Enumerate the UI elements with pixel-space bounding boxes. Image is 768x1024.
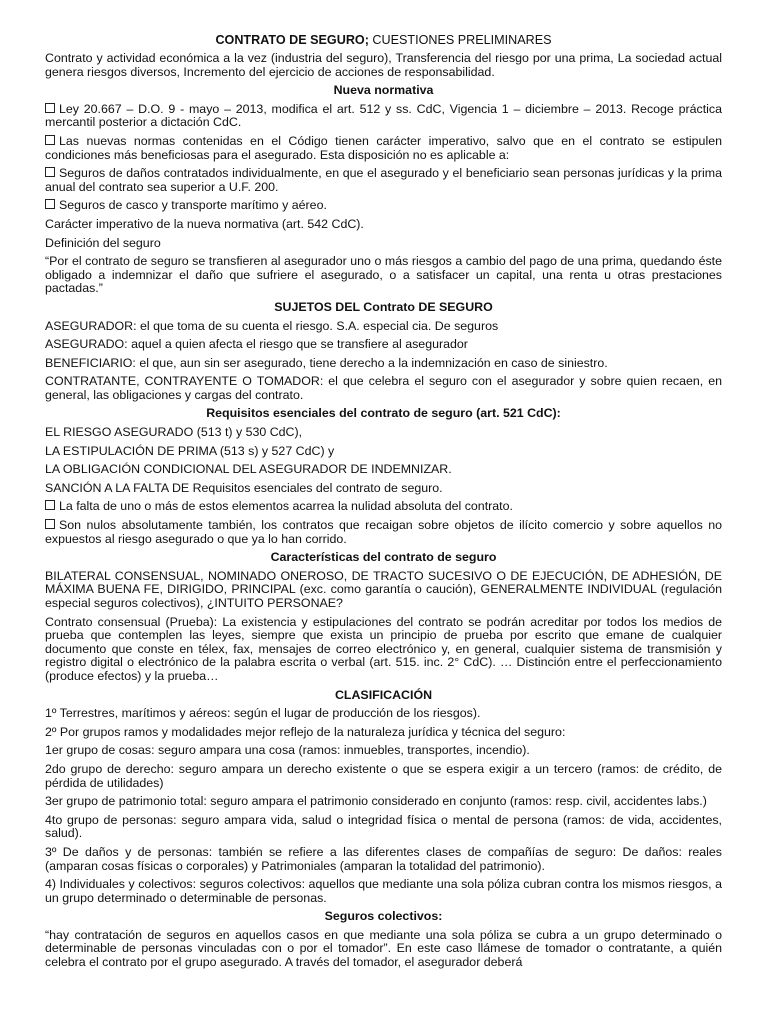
sujeto-item: ASEGURADOR: el que toma de su cuenta el riesgo. S.A. especial cia. De seguros	[45, 318, 499, 333]
clasificacion-item: 2do grupo de derecho: seguro ampara un derecho existente o que se espera exigir a un tercero (ramos: de crédito, de pérdida de utilidades)	[45, 761, 722, 790]
caracteristicas-main: BILATERAL CONSENSUAL, NOMINADO ONEROSO, DE TRACTO SUCESIVO O DE EJECUCIÓN, DE ADHESIÓN, DE MÁXIMA BUENA FE, DIRIGIDO, PRINCIPAL (exc. como garantía o caución), GENERALMENTE INDIVIDUAL (regulación especial seguros colectivos), ¿INTUITO PERSONAE?	[45, 568, 722, 610]
clasificacion-item: 1º Terrestres, marítimos y aéreos: según el lugar de producción de los riesgos).	[45, 706, 481, 721]
heading-caracteristicas: Características del contrato de seguro	[270, 550, 497, 565]
requisito-item: EL RIESGO ASEGURADO (513 t) y 530 CdC),	[45, 425, 303, 440]
clasificacion-item: 3er grupo de patrimonio total: seguro ampara el patrimonio considerado en conjunto (ramos: resp. civil, accidentes labs.)	[45, 794, 707, 809]
checkbox-item	[45, 167, 722, 194]
checkbox-item	[45, 500, 722, 514]
checkbox-icon	[45, 167, 55, 177]
heading-colectivos: Seguros colectivos:	[324, 909, 443, 924]
requisito-item: LA ESTIPULACIÓN DE PRIMA (513 s) y 527 CdC) y	[45, 443, 335, 458]
clasificacion-item: 3º De daños y de personas: también se refiere a las diferentes clases de compañías de seguro: De daños: reales (amparan cosas físicas o corporales) y Patrimoniales (amparan la totalidad del patrimonio).	[45, 844, 722, 873]
clasificacion-item: 4) Individuales y colectivos: seguros colectivos: aquellos que mediante una sola póliza cubran contra los mismos riesgos, a un grupo determinado o determinable de personas.	[45, 877, 722, 905]
heading-nueva-normativa: Nueva normativa	[333, 83, 434, 98]
item-text: Seguros de casco y transporte marítimo y aéreo.	[59, 198, 327, 213]
checkbox-icon	[45, 103, 55, 113]
item-text: Son nulos absolutamente también, los contratos que recaigan sobre objetos de ilícito comercio y sobre aquellos no expuestos al riesgo asegurado o que ya lo han corrido.	[45, 518, 722, 546]
intro-paragraph: Contrato y actividad económica a la vez (industria del seguro), Transferencia del riesgo por una prima, La sociedad actual genera riesgos diversos, Incremento del ejercicio de acciones de responsabilidad.	[45, 51, 722, 79]
colectivos-text: “hay contratación de seguros en aquellos casos en que mediante una sola póliza se cubra a un grupo determinado o determinable de personas vinculadas con o por el tomador”. En este caso llámese de tomador o contratante, a quién celebra el contrato por el grupo asegurado. A través del tomador, el asegurador deberá	[45, 927, 722, 970]
heading-requisitos: Requisitos esenciales del contrato de seguro (art. 521 CdC):	[206, 406, 561, 421]
checkbox-icon	[45, 135, 55, 145]
requisito-item: SANCIÓN A LA FALTA DE Requisitos esenciales del contrato de seguro.	[45, 480, 443, 495]
clasificacion-item: 1er grupo de cosas: seguro ampara una cosa (ramos: inmuebles, transportes, incendio).	[45, 743, 530, 758]
checkbox-icon	[45, 500, 55, 510]
checkbox-icon	[45, 519, 55, 529]
checkbox-item	[45, 103, 722, 130]
clasificacion-item: 2º Por grupos ramos y modalidades mejor reflejo de la naturaleza jurídica y técnica del seguro:	[45, 724, 566, 739]
item-text: Ley 20.667 – D.O. 9 - mayo – 2013, modifica el art. 512 y ss. CdC, Vigencia 1 – diciembre – 2013. Recoge práctica mercantil posterior a dictación CdC.	[45, 101, 722, 130]
checkbox-icon	[45, 199, 55, 209]
heading-clasificacion: CLASIFICACIÓN	[334, 687, 433, 702]
sujeto-item: BENEFICIARIO: el que, aun sin ser asegurado, tiene derecho a la indemnización en caso de siniestro.	[45, 355, 608, 370]
item-text: Seguros de daños contratados individualmente, en que el asegurado y el beneficiario sean personas jurídicas y la prima anual del contrato sea superior a U.F. 200.	[45, 166, 722, 194]
sujeto-item: CONTRATANTE, CONTRAYENTE O TOMADOR: el que celebra el seguro con el asegurador y sobre quien recaen, en general, las obligaciones y cargas del contrato.	[45, 374, 722, 402]
item-text: Las nuevas normas contenidas en el Código tienen carácter imperativo, salvo que en el contrato se estipulen condiciones más beneficiosas para el asegurado. Esta disposición no es aplicable a:	[45, 133, 722, 162]
checkbox-item	[45, 519, 722, 546]
document-title	[45, 33, 722, 47]
checkbox-item	[45, 199, 722, 213]
clasificacion-item: 4to grupo de personas: seguro ampara vida, salud o integridad física o mental de persona (ramos: de vida, accidentes, salud).	[45, 812, 722, 841]
title-normal: CUESTIONES PRELIMINARES	[368, 33, 552, 47]
caracteristicas-consensual: Contrato consensual (Prueba): La existencia y estipulaciones del contrato se podrán acreditar por todos los medios de prueba que contemplen las leyes, siempre que exista un principio de prueba por escrito que emane de cualquier documento que conste en télex, fax, mensajes de correo electrónico y, en general, cualquier sistema de transmisión y registro digital o electrónico de la palabra escrita o verbal (art. 515. inc. 2° CdC). … Distinción entre el perfeccionamiento (produce efectos) y la prueba…	[45, 614, 722, 683]
heading-sujetos: SUJETOS DEL Contrato DE SEGURO	[274, 299, 493, 314]
definicion-label: Definición del seguro	[45, 235, 161, 250]
definicion-text: “Por el contrato de seguro se transfieren al asegurador uno o más riesgos a cambio del pago de una prima, quedando éste obligado a indemnizar el daño que sufriere el asegurado, o a satisfacer un capital, una renta u otras prestaciones pactadas.”	[45, 254, 722, 296]
title-bold: CONTRATO DE SEGURO;	[215, 33, 369, 47]
item-text: La falta de uno o más de estos elementos acarrea la nulidad absoluta del contrato.	[59, 499, 513, 514]
requisito-item: LA OBLIGACIÓN CONDICIONAL DEL ASEGURADOR DE INDEMNIZAR.	[45, 462, 452, 477]
sujeto-item: ASEGURADO: aquel a quien afecta el riesgo que se transfiere al asegurador	[45, 337, 468, 352]
document-page	[45, 33, 722, 975]
caracter-imperativo: Carácter imperativo de la nueva normativa (art. 542 CdC).	[45, 216, 364, 231]
checkbox-item	[45, 135, 722, 162]
